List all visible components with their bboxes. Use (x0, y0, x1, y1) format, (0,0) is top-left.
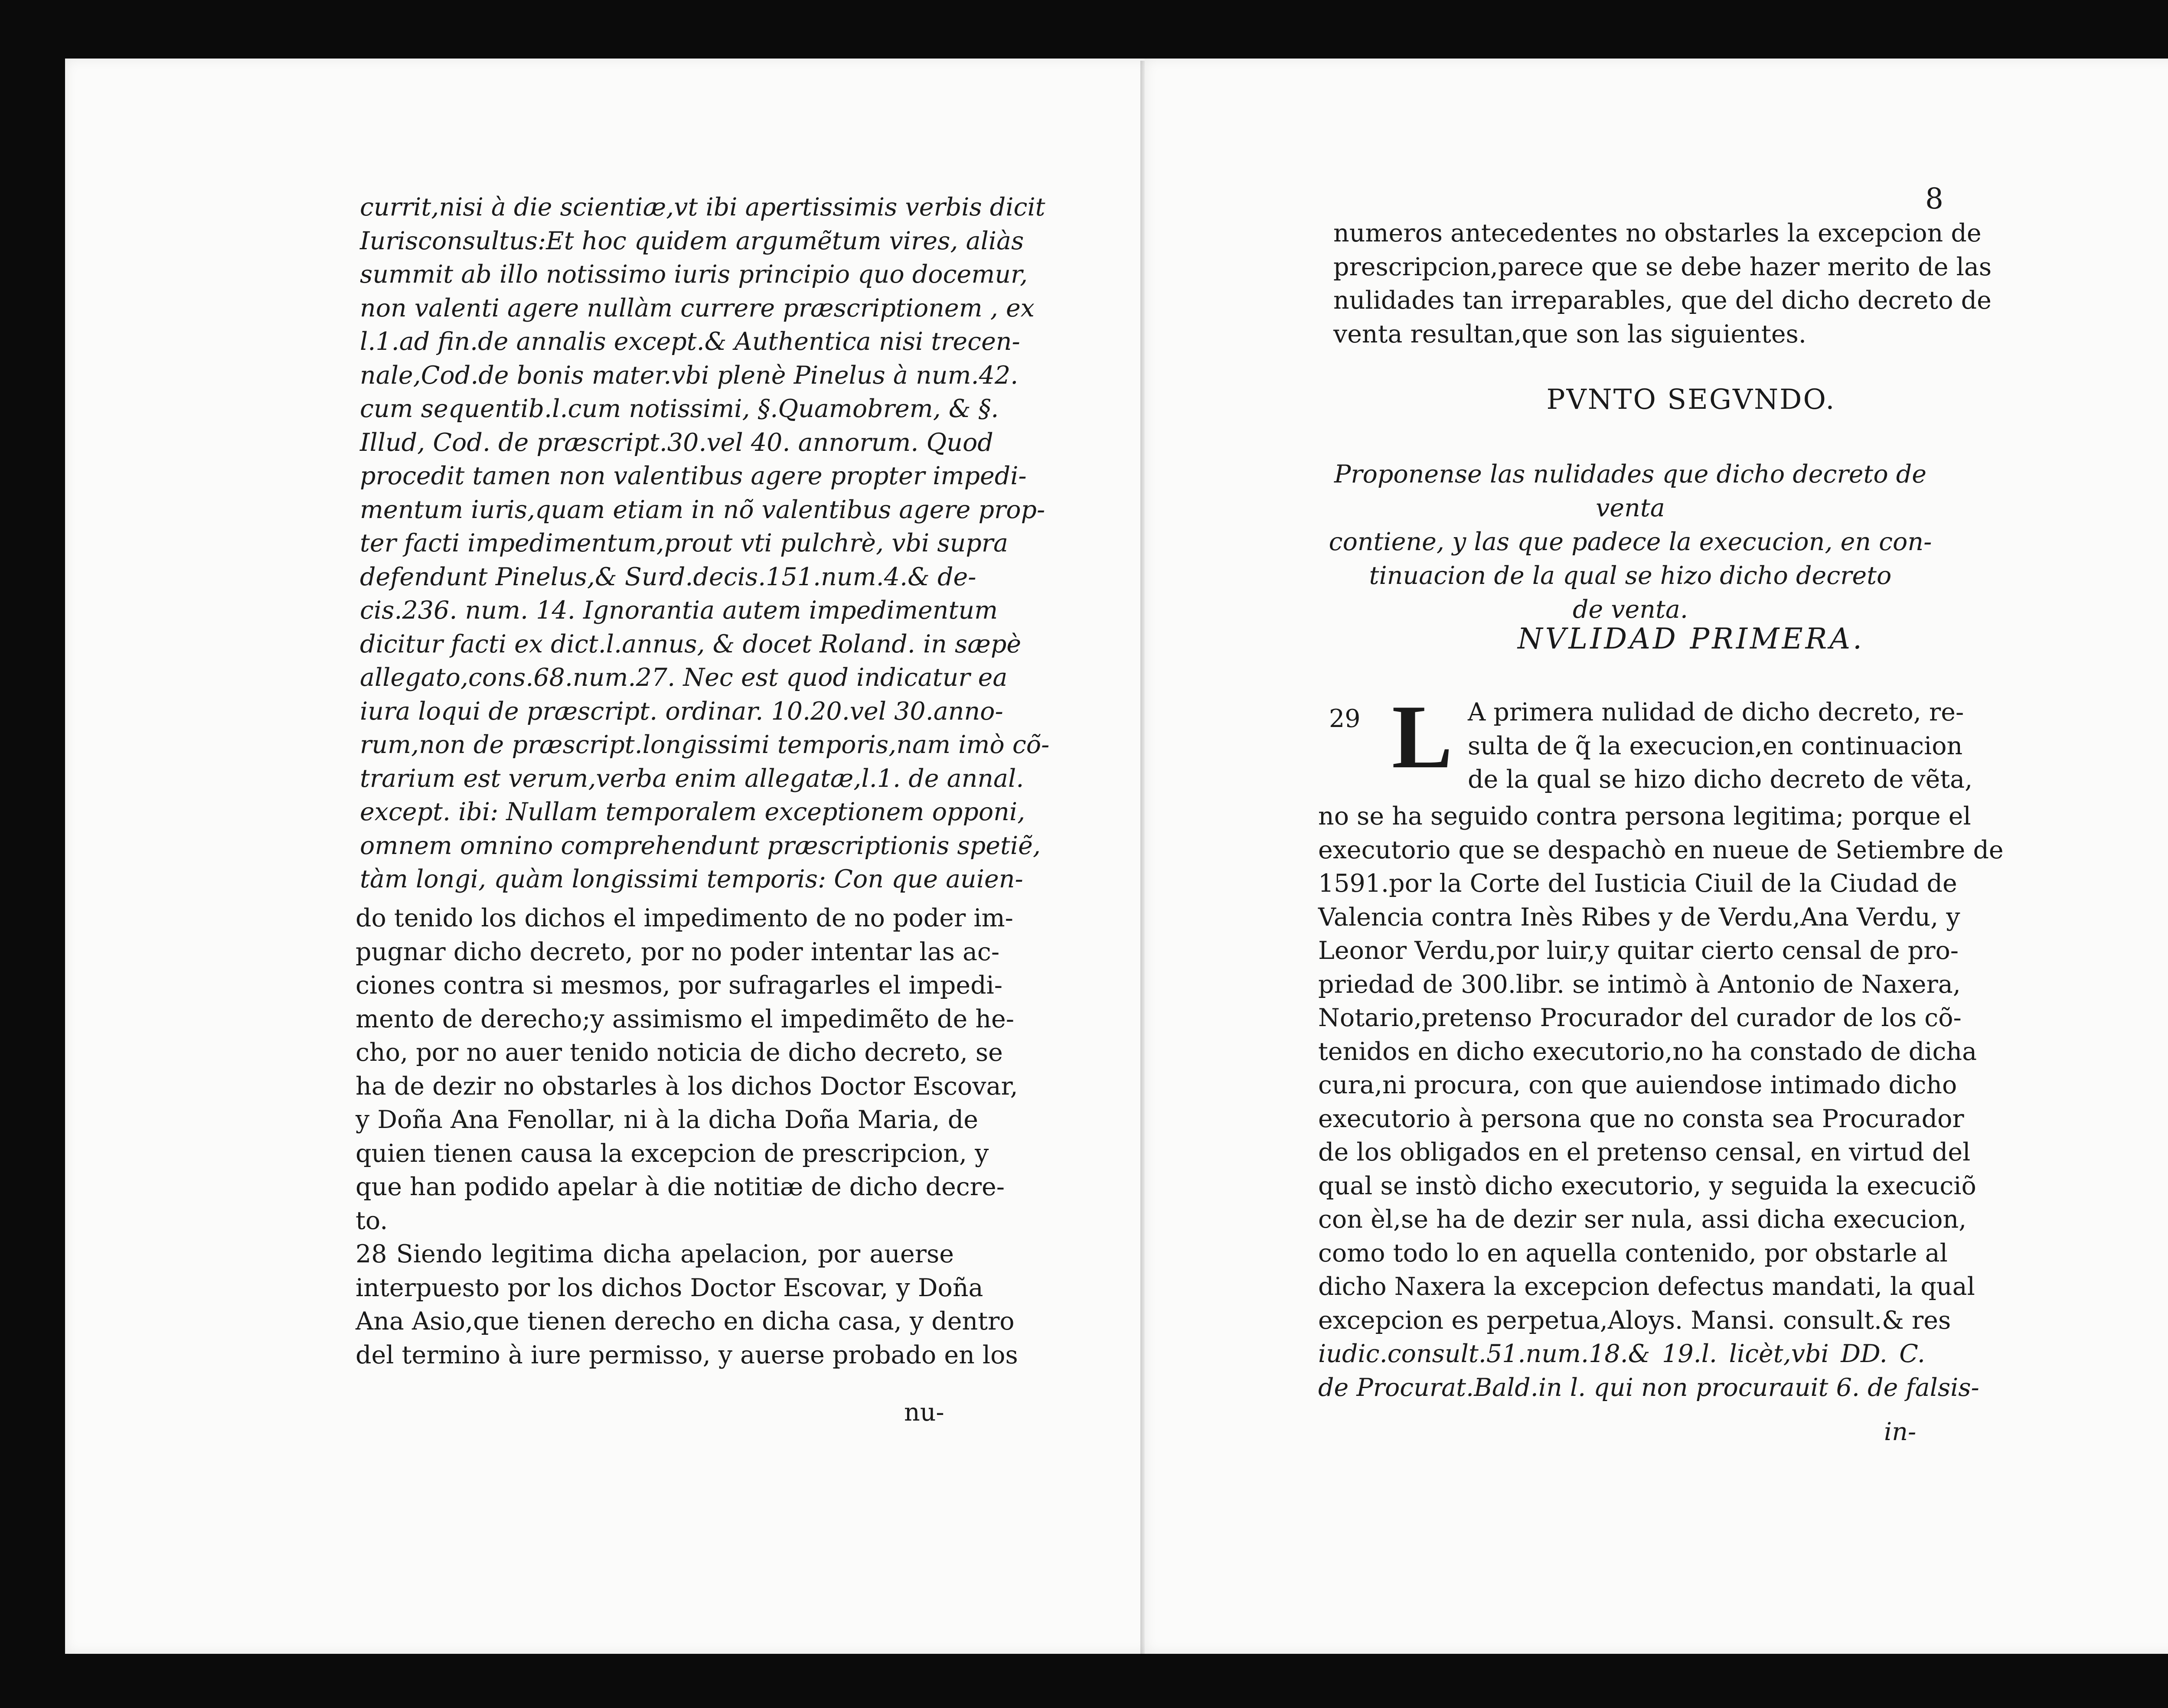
section-subheading (1318, 457, 1943, 626)
text-line: A primera nulidad de dicho decreto, re- (1468, 698, 1964, 727)
text-line: mento de derecho;y assimismo el impedimẽto de he- (356, 1004, 1015, 1033)
text-line: except. ibi: Nullam temporalem exceptionem opponi, (360, 798, 1025, 826)
left-page-latin-text (360, 191, 1050, 896)
right-catchword: in- (1884, 1418, 1917, 1446)
text-line: Notario,pretenso Procurador del curador de los cõ- (1318, 1004, 1962, 1032)
left-catchword: nu- (904, 1398, 944, 1427)
text-line: quien tienen causa la excepcion de prescripcion, y (356, 1139, 989, 1168)
subheading-line: de venta. (1573, 595, 1688, 624)
right-page-body-text (1318, 800, 2004, 1405)
left-page-paragraph-28 (356, 1238, 1018, 1372)
text-line: excepcion es perpetua,Aloys. Mansi. consult.& res (1318, 1306, 1951, 1335)
text-line: ter facti impedimentum,prout vti pulchrè, vbi supra (360, 529, 1008, 557)
text-line: trarium est verum,verba enim allegatæ,l.1. de annal. (360, 764, 1024, 793)
drop-cap-letter: L (1392, 687, 1453, 787)
left-page-spanish-text (356, 902, 1018, 1238)
text-line: Valencia contra Inès Ribes y de Verdu,Ana Verdu, y (1318, 903, 1960, 932)
text-line: tenidos en dicho executorio,no ha constado de dicha (1318, 1037, 1977, 1066)
text-line: con èl,se ha de dezir ser nula, assi dicha execucion, (1318, 1205, 1967, 1234)
text-line: Iurisconsultus:Et hoc quidem argumẽtum vires, aliàs (360, 226, 1024, 255)
text-line: qual se instò dicho executorio, y seguida la execuciõ (1318, 1171, 1976, 1200)
text-line: como todo lo en aquella contenido, por obstarle al (1318, 1239, 1948, 1268)
text-line: 28 Siendo legitima dicha apelacion, por auerse (356, 1240, 954, 1268)
text-line: de los obligados en el pretenso censal, en virtud del (1318, 1138, 1971, 1167)
text-line: de Procurat.Bald.in l. qui non procurauit 6. de falsis- (1318, 1373, 1979, 1402)
text-line: ha de dezir no obstarles à los dichos Doctor Escovar, (356, 1072, 1018, 1101)
text-line: non valenti agere nullàm currere præscriptionem , ex (360, 293, 1035, 323)
text-line: do tenido los dichos el impedimento de no poder im- (356, 904, 1013, 932)
text-line: del termino à iure permisso, y auerse probado en los (356, 1340, 1018, 1369)
text-line: procedit tamen non valentibus agere propter impedi- (360, 462, 1027, 490)
text-line: defendunt Pinelus,& Surd.decis.151.num.4.& de- (360, 562, 976, 591)
section-heading: PVNTO SEGVNDO. (1546, 384, 1836, 416)
nulidad-heading: NVLIDAD PRIMERA. (1517, 622, 1865, 655)
right-page-intro-text (1333, 217, 1992, 351)
text-line: rum,non de præscript.longissimi temporis,nam imò cõ- (360, 730, 1050, 759)
text-line: dicho Naxera la excepcion defectus mandati, la qual (1318, 1272, 1975, 1301)
text-line: l.1.ad fin.de annalis except.& Authentica nisi trecen- (360, 327, 1020, 356)
text-line: Ana Asio,que tienen derecho en dicha casa, y dentro (356, 1307, 1015, 1336)
text-line: executorio à persona que no consta sea Procurador (1318, 1104, 1964, 1133)
text-line: nulidades tan irreparables, que del dicho decreto de (1333, 286, 1992, 315)
text-line: omnem omnino comprehendunt præscriptionis spetiẽ, (360, 831, 1041, 860)
text-line: summit ab illo notissimo iuris principio quo docemur, (360, 260, 1028, 289)
text-line: de la qual se hizo dicho decreto de vẽta, (1468, 765, 1973, 794)
text-line: pugnar dicho decreto, por no poder intentar las ac- (356, 937, 1000, 966)
text-line: prescripcion,parece que se debe hazer merito de las (1333, 252, 1992, 281)
text-line: allegato,cons.68.num.27. Nec est quod indicatur ea (360, 663, 1008, 692)
text-line: interpuesto por los dichos Doctor Escovar, y Doña (356, 1273, 983, 1302)
text-line: tàm longi, quàm longissimi temporis: Con que auien- (360, 865, 1023, 893)
subheading-line: contiene, y las que padece la execucion, en con- (1329, 528, 1932, 556)
text-line: mentum iuris,quam etiam in nõ valentibus agere prop- (360, 495, 1045, 524)
text-line: dicitur facti ex dict.l.annus, & docet Roland. in sæpè (360, 629, 1022, 658)
drop-cap-adjacent-text (1468, 696, 1973, 797)
text-line: no se ha seguido contra persona legitima; porque el (1318, 802, 1971, 831)
text-line: venta resultan,que son las siguientes. (1333, 319, 1806, 349)
text-line: iura loqui de præscript. ordinar. 10.20.vel 30.anno- (360, 697, 1003, 726)
text-line: que han podido apelar à die notitiæ de dicho decre- (356, 1173, 1005, 1201)
subheading-line: tinuacion de la qual se hizo dicho decreto (1369, 561, 1892, 590)
text-line: iudic.consult.51.num.18.& 19.l. licèt,vbi DD. C. (1318, 1340, 1925, 1368)
paragraph-number: 29 (1329, 704, 1361, 733)
text-line: cis.236. num. 14. Ignorantia autem impedimentum (360, 596, 998, 625)
text-line: Leonor Verdu,por luir,y quitar cierto censal de pro- (1318, 936, 1959, 965)
text-line: currit,nisi à die scientiæ,vt ibi apertissimis verbis dicit (360, 193, 1045, 222)
text-line: to. (356, 1206, 388, 1235)
text-line: cho, por no auer tenido noticia de dicho decreto, se (356, 1038, 1003, 1067)
text-line: nale,Cod.de bonis mater.vbi plenè Pinelus à num.42. (360, 361, 1019, 390)
text-line: 1591.por la Corte del Iusticia Ciuil de la Ciudad de (1318, 869, 1957, 898)
text-line: priedad de 300.libr. se intimò à Antonio de Naxera, (1318, 970, 1961, 999)
text-line: Illud, Cod. de præscript.30.vel 40. annorum. Quod (360, 428, 993, 457)
text-line: cura,ni procura, con que auiendose intimado dicho (1318, 1071, 1957, 1099)
text-line: numeros antecedentes no obstarles la excepcion de (1333, 219, 1982, 248)
subheading-line: Proponense las nulidades que dicho decreto de venta (1334, 460, 1927, 522)
text-line: cum sequentib.l.cum notissimi, §.Quamobrem, & §. (360, 394, 999, 423)
text-line: y Doña Ana Fenollar, ni à la dicha Doña Maria, de (356, 1105, 979, 1134)
text-line: sulta de q̃ la execucion,en continuacion (1468, 731, 1963, 760)
text-line: ciones contra si mesmos, por sufragarles el impedi- (356, 971, 1003, 1000)
page-number: 8 (1925, 182, 1943, 215)
text-line: executorio que se despachò en nueue de Setiembre de (1318, 835, 2004, 864)
